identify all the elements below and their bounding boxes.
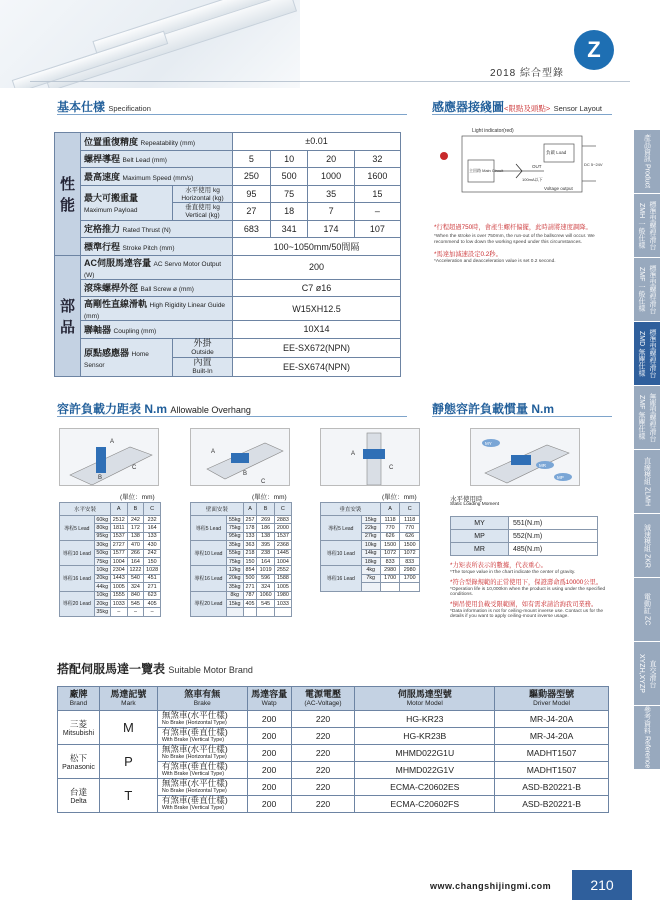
load-table-header: C bbox=[144, 503, 161, 516]
load-cell: 2883 bbox=[274, 516, 291, 524]
load-cell: 172 bbox=[127, 524, 144, 532]
motor-model-cell: MHMD022G1U bbox=[355, 745, 495, 762]
guide-label: 高剛性直線滑軌 High Rigidity Linear Guide (mm) bbox=[81, 297, 233, 321]
spec-title: 基本仕樣 Specification bbox=[57, 100, 151, 114]
load-cell: 324 bbox=[127, 583, 144, 591]
load-cell: 150 bbox=[144, 557, 161, 565]
coupling-label: 聯軸器 Coupling (mm) bbox=[81, 321, 233, 339]
load-cell: 10kg bbox=[361, 541, 380, 549]
load-cell: 178 bbox=[243, 524, 257, 532]
moment-table: MY 551(N.m) MP 552(N.m) MR 485(N.m) bbox=[450, 516, 598, 556]
load-cell: 55kg bbox=[226, 549, 243, 557]
load-cell bbox=[380, 583, 400, 591]
lead-group: 導程20 Lead bbox=[60, 591, 95, 616]
load-cell: 1004 bbox=[274, 557, 291, 565]
load-cell: 75kg bbox=[94, 557, 110, 565]
load-cell: 1019 bbox=[257, 566, 274, 574]
unit-label-1: (單位：mm) bbox=[120, 494, 155, 501]
sensor-wiring-diagram bbox=[436, 126, 612, 196]
load-cell: 1980 bbox=[274, 591, 291, 599]
home-sensor-label: 原點感應器 Home Sensor bbox=[81, 338, 173, 376]
load-cell: 15kg bbox=[226, 599, 243, 607]
voltage-cell: 220 bbox=[291, 728, 355, 745]
outside-label: 外掛 Outside bbox=[173, 338, 233, 357]
load-cell: 500 bbox=[243, 574, 257, 582]
brand-logo: Z bbox=[574, 30, 614, 70]
light-indicator-label: Light indicator(red) bbox=[472, 128, 514, 134]
load-cell: 1118 bbox=[400, 516, 420, 524]
load-cell: 22kg bbox=[361, 524, 380, 532]
dc-label: DC 5~24V bbox=[584, 162, 603, 167]
repeat-value: ±0.01 bbox=[233, 133, 401, 151]
moment-title-underline bbox=[432, 416, 612, 417]
lead-group: 導程5 Lead bbox=[60, 516, 95, 541]
header-product-image bbox=[0, 0, 300, 88]
side-tab[interactable]: 電動缸 ZC bbox=[634, 578, 660, 642]
side-tab[interactable]: 參考資料 Reference bbox=[634, 706, 660, 770]
load-table-header: C bbox=[274, 503, 291, 516]
load-cell: 626 bbox=[400, 532, 420, 540]
load-table bbox=[190, 502, 292, 617]
load-table bbox=[59, 502, 161, 617]
load-table-header: A bbox=[110, 503, 127, 516]
motor-model-cell: HG-KR23B bbox=[355, 728, 495, 745]
motor-table-header: 廠牌 Brand bbox=[58, 687, 100, 711]
load-cell: 218 bbox=[243, 549, 257, 557]
svg-text:MP: MP bbox=[557, 475, 564, 480]
load-cell: 164 bbox=[127, 557, 144, 565]
motor-table-header: 驅動器型號 Driver Model bbox=[495, 687, 609, 711]
lead-group: 導程16 Lead bbox=[60, 566, 95, 591]
load-cell: 1700 bbox=[380, 574, 400, 582]
payload-label: 最大可搬重量 Maximum Payload bbox=[81, 185, 173, 220]
mark-cell: M bbox=[99, 711, 157, 745]
load-cell: 626 bbox=[380, 532, 400, 540]
motor-model-cell: HG-KR23 bbox=[355, 711, 495, 728]
load-cell: 1588 bbox=[274, 574, 291, 582]
load-cell: 854 bbox=[243, 566, 257, 574]
load-cell: – bbox=[110, 608, 127, 616]
load-cell: 55kg bbox=[226, 516, 243, 524]
page-number: 210 bbox=[572, 870, 632, 900]
load-cell bbox=[257, 608, 274, 616]
load-cell: 540 bbox=[127, 574, 144, 582]
load-cell: 2368 bbox=[274, 541, 291, 549]
load-cell bbox=[400, 583, 420, 591]
load-cell bbox=[226, 608, 243, 616]
load-cell: 1537 bbox=[110, 532, 127, 540]
screw-label: 滾珠螺桿外徑 Ball Screw ø (mm) bbox=[81, 279, 233, 297]
driver-model-cell: ASD-B20221-B bbox=[495, 796, 609, 813]
motor-table-header: 馬達容量 Watp bbox=[247, 687, 291, 711]
load-cell: 840 bbox=[127, 591, 144, 599]
load-cell: 12kg bbox=[226, 566, 243, 574]
load-cell: 10kg bbox=[94, 591, 110, 599]
voltage-cell: 220 bbox=[291, 762, 355, 779]
voltage-cell: 220 bbox=[291, 796, 355, 813]
load-cell: 787 bbox=[243, 591, 257, 599]
load-table-title: 水平安裝 bbox=[60, 503, 111, 516]
motor-table-header: 馬達記號 Mark bbox=[99, 687, 157, 711]
svg-text:MR: MR bbox=[539, 463, 546, 468]
load-cell: 405 bbox=[144, 599, 161, 607]
load-cell: 2000 bbox=[274, 524, 291, 532]
load-cell: 164 bbox=[257, 557, 274, 565]
load-cell: 18kg bbox=[361, 557, 380, 565]
load-cell: 164 bbox=[144, 524, 161, 532]
load-cell: 95kg bbox=[94, 532, 110, 540]
load-cell: 1537 bbox=[274, 532, 291, 540]
load-cell: 1005 bbox=[274, 583, 291, 591]
voltage-output-label: Voltage output bbox=[544, 186, 573, 191]
lead-group: 導程16 Lead bbox=[321, 566, 362, 591]
side-tab[interactable]: 標準型螺桿滑台ZMH 一般仕樣 bbox=[634, 194, 660, 258]
load-cell: 324 bbox=[257, 583, 274, 591]
load-cell: 1004 bbox=[110, 557, 127, 565]
side-tab[interactable]: 產品資訊 Product bbox=[634, 130, 660, 194]
load-cell: 138 bbox=[127, 532, 144, 540]
lead-group: 導程20 Lead bbox=[191, 591, 227, 616]
svg-text:A: A bbox=[351, 451, 356, 457]
lead-group: 導程5 Lead bbox=[191, 516, 227, 541]
load-cell: 1500 bbox=[380, 541, 400, 549]
load-cell: 266 bbox=[127, 549, 144, 557]
load-table-header: A bbox=[380, 503, 400, 516]
lead-label: 螺桿導程 Belt Lead (mm) bbox=[81, 150, 233, 168]
brand-cell: 台達 Delta bbox=[58, 779, 100, 813]
load-cell: 1060 bbox=[257, 591, 274, 599]
load-cell: 2980 bbox=[380, 566, 400, 574]
side-tab[interactable]: 標準型螺桿滑台ZMD 無塵仕樣 bbox=[634, 322, 660, 386]
load-cell: 35kg bbox=[226, 541, 243, 549]
load-cell: 8kg bbox=[226, 591, 243, 599]
watt-cell: 200 bbox=[247, 762, 291, 779]
brake-cell: 有煞車(垂直仕樣) With Brake (Vertical Type) bbox=[157, 728, 247, 745]
horizontal-install-diagram bbox=[59, 428, 159, 486]
load-table-title: 垂直安裝 bbox=[321, 503, 381, 516]
moment-caption-en: Static Loading Moment bbox=[450, 502, 500, 507]
load-cell: 1072 bbox=[400, 549, 420, 557]
sensor-title-underline bbox=[432, 114, 612, 115]
catalog-title: 2018 綜合型錄 bbox=[490, 68, 565, 79]
watt-cell: 200 bbox=[247, 711, 291, 728]
out-label: OUT bbox=[532, 164, 542, 169]
brake-cell: 有煞車(垂直仕樣) With Brake (Vertical Type) bbox=[157, 796, 247, 813]
motor-output-label: AC伺服馬達容量 AC Servo Motor Output (W) bbox=[81, 255, 233, 279]
driver-model-cell: ASD-B20221-B bbox=[495, 779, 609, 796]
load-cell: 1445 bbox=[274, 549, 291, 557]
load-cell: 405 bbox=[243, 599, 257, 607]
voltage-cell: 220 bbox=[291, 779, 355, 796]
unit-label-2: (單位：mm) bbox=[252, 494, 287, 501]
load-cell: 80kg bbox=[94, 524, 110, 532]
load-cell: 35kg bbox=[94, 608, 110, 616]
load-cell: 596 bbox=[257, 574, 274, 582]
svg-text:MY: MY bbox=[485, 441, 492, 446]
load-cell: 430 bbox=[144, 541, 161, 549]
header-rule bbox=[30, 81, 630, 82]
load-cell: 269 bbox=[257, 516, 274, 524]
load-cell: – bbox=[127, 608, 144, 616]
brake-cell: 無煞車(水平仕樣) No Brake (Horizontal Type) bbox=[157, 711, 247, 728]
load-cell: 1700 bbox=[400, 574, 420, 582]
load-cell: 545 bbox=[257, 599, 274, 607]
moment-title: 靜態容許負載慣量 N.m bbox=[432, 402, 555, 416]
side-tab[interactable]: 無塵型螺桿滑台ZMF 無塵仕樣 bbox=[634, 386, 660, 450]
load-cell: 271 bbox=[144, 583, 161, 591]
load-cell: 2512 bbox=[110, 516, 127, 524]
load-cell: 50kg bbox=[94, 549, 110, 557]
svg-text:B: B bbox=[98, 475, 103, 481]
load-cell: 4kg bbox=[361, 566, 380, 574]
motor-table-header: 電源電壓 (AC-Voltage) bbox=[291, 687, 355, 711]
lead-group: 導程5 Lead bbox=[321, 516, 362, 541]
load-cell: 2980 bbox=[400, 566, 420, 574]
svg-text:A: A bbox=[211, 449, 216, 455]
motor-model-cell: ECMA-C20602FS bbox=[355, 796, 495, 813]
moment-notes: *力矩表所表示的數據，代表重心。 *The torque value in the chart indicate the center of gravity. *符合型錄規範的正常使用下，保證壽命爲10000公里。 *Operation life is 10,000km when the product is using under the specified conditions. *倒吊使用負載受限範圍，如有需求請洽詢我司業務。 *Data information is not for ceiling-mount inverse use. Contact us for the details if you want to apply ceiling-mount inverse usage. bbox=[450, 562, 606, 619]
svg-text:C: C bbox=[261, 479, 266, 485]
vertical-install-diagram bbox=[320, 428, 420, 486]
wall-install-diagram bbox=[190, 428, 290, 486]
load-cell: 30kg bbox=[94, 541, 110, 549]
load-cell: 20kg bbox=[94, 574, 110, 582]
load-cell: 271 bbox=[243, 583, 257, 591]
speed-label: 最高速度 Maximum Speed (mm/s) bbox=[81, 168, 233, 186]
static-moment-diagram bbox=[470, 428, 580, 486]
spec-title-underline bbox=[57, 114, 407, 115]
svg-text:A: A bbox=[110, 439, 115, 445]
load-table-header: B bbox=[127, 503, 144, 516]
side-tab[interactable]: 直交滑台 XYZH,XYZP bbox=[634, 642, 660, 706]
brand-cell: 松下 Panasonic bbox=[58, 745, 100, 779]
lead-group: 導程10 Lead bbox=[321, 541, 362, 566]
motor-table-header: 煞車有無 Brake bbox=[157, 687, 247, 711]
load-cell bbox=[274, 608, 291, 616]
load-cell: 1811 bbox=[110, 524, 127, 532]
overhang-title-underline bbox=[57, 416, 407, 417]
load-cell: 2552 bbox=[274, 566, 291, 574]
brake-cell: 無煞車(水平仕樣) No Brake (Horizontal Type) bbox=[157, 779, 247, 796]
ma-label: 100mA以下 bbox=[522, 177, 543, 182]
load-cell: 1577 bbox=[110, 549, 127, 557]
load-cell: 232 bbox=[144, 516, 161, 524]
load-cell: 133 bbox=[243, 532, 257, 540]
spec-table: 性能 位置重復精度 Repeatability (mm) ±0.01 螺桿導程 Belt Lead (mm) 5 10 20 32 最高速度 Maximum Speed (mm/s) 250 500 1000 1600 最大可搬重量 Maximum Payload 水平使用 kg Horizontal (kg) 95 75 35 15 垂直使用 kg Vertical (kg) 27 18 7 – 定格推力 Rated Thrust (N) 683 341 174 107 標準行程 Stroke Pitch (mm) 100~1050mm/50間隔 部品 AC伺服馬達容量 AC Servo Motor Output (W) 200 滾珠螺桿外徑 Ball Screw ø (mm) C7 ø16 高剛性直線滑軌 High Rigidity Linear Guide (mm) W15XH12.5 聯軸器 Coupling (mm) 10X14 原點感應器 Home Sensor 外掛 Outside EE-SX672(NPN) 內置 Built-In EE-SX674(NPN) bbox=[54, 132, 401, 377]
load-cell: 27kg bbox=[361, 532, 380, 540]
load-table-header: A bbox=[243, 503, 257, 516]
load-cell: 150 bbox=[243, 557, 257, 565]
load-cell: 1028 bbox=[144, 566, 161, 574]
svg-text:B: B bbox=[243, 471, 248, 477]
load-table bbox=[320, 502, 420, 592]
watt-cell: 200 bbox=[247, 779, 291, 796]
load-cell: 833 bbox=[400, 557, 420, 565]
watt-cell: 200 bbox=[247, 796, 291, 813]
side-tab[interactable]: 直線模組 ZLMH bbox=[634, 450, 660, 514]
brand-cell: 三菱 Mitsubishi bbox=[58, 711, 100, 745]
motor-model-cell: MHMD022G1V bbox=[355, 762, 495, 779]
overhang-title: 容許負載力距表 N.m Allowable Overhang bbox=[57, 402, 251, 416]
load-cell: 1555 bbox=[110, 591, 127, 599]
moment-caption: 水平使用時 bbox=[450, 496, 483, 503]
driver-model-cell: MR-J4-20A bbox=[495, 711, 609, 728]
builtin-label: 內置 Built-In bbox=[173, 357, 233, 376]
load-cell: 60kg bbox=[94, 516, 110, 524]
motor-table-header: 伺服馬達型號 Motor Model bbox=[355, 687, 495, 711]
sensor-title: 感應器接綫圖<限點及頭點> Sensor Layout bbox=[432, 100, 602, 114]
load-cell: 1072 bbox=[380, 549, 400, 557]
lead-group: 導程10 Lead bbox=[60, 541, 95, 566]
driver-model-cell: MR-J4-20A bbox=[495, 728, 609, 745]
load-cell: 1222 bbox=[127, 566, 144, 574]
load-cell: 75kg bbox=[226, 557, 243, 565]
load-cell bbox=[361, 583, 380, 591]
voltage-cell: 220 bbox=[291, 711, 355, 728]
driver-model-cell: MADHT1507 bbox=[495, 745, 609, 762]
sensor-notes: *行程超過750時，會產生螺杆偏擺，此時請將速度調降。 *When the stroke is over 750mm, the run-out of the ballscrew will occur. We recommend to low down the working speed under this circumstances. *馬達加減速設定0.2秒。 *Acceleration and deacceleration value is set 0.2 second. bbox=[434, 224, 595, 264]
load-cell: 1005 bbox=[110, 583, 127, 591]
load-cell: 257 bbox=[243, 516, 257, 524]
unit-label-3: (單位：mm) bbox=[382, 494, 417, 501]
load-table-header: C bbox=[400, 503, 420, 516]
mark-cell: T bbox=[99, 779, 157, 813]
load-cell: 363 bbox=[243, 541, 257, 549]
load-cell: 35kg bbox=[226, 583, 243, 591]
load-cell: 15kg bbox=[361, 516, 380, 524]
load-cell: 2727 bbox=[110, 541, 127, 549]
load-cell: 95kg bbox=[226, 532, 243, 540]
voltage-cell: 220 bbox=[291, 745, 355, 762]
load-cell: 238 bbox=[257, 549, 274, 557]
load-table-title: 壁面安裝 bbox=[191, 503, 244, 516]
main-circuit-label: 主回路 Main Circuit bbox=[469, 168, 504, 173]
brake-cell: 無煞車(水平仕樣) No Brake (Horizontal Type) bbox=[157, 745, 247, 762]
parts-label: 部品 bbox=[55, 255, 81, 376]
load-cell: 7kg bbox=[361, 574, 380, 582]
vertical-label: 垂直使用 kg Vertical (kg) bbox=[173, 203, 233, 221]
watt-cell: 200 bbox=[247, 728, 291, 745]
repeat-label: 位置重復精度 Repeatability (mm) bbox=[81, 133, 233, 151]
load-cell: 395 bbox=[257, 541, 274, 549]
motor-title: 搭配伺服馬達一覽表 Suitable Motor Brand bbox=[57, 662, 253, 676]
indicator-led-icon bbox=[440, 152, 448, 160]
load-cell: 470 bbox=[127, 541, 144, 549]
motor-model-cell: ECMA-C20602ES bbox=[355, 779, 495, 796]
watt-cell: 200 bbox=[247, 745, 291, 762]
load-cell: 451 bbox=[144, 574, 161, 582]
load-label: 負載 Load bbox=[546, 150, 567, 155]
driver-model-cell: MADHT1507 bbox=[495, 762, 609, 779]
load-cell: 545 bbox=[127, 599, 144, 607]
thrust-label: 定格推力 Rated Thrust (N) bbox=[81, 220, 233, 238]
load-table-header: B bbox=[257, 503, 274, 516]
load-cell: 10kg bbox=[94, 566, 110, 574]
load-cell: 44kg bbox=[94, 583, 110, 591]
load-cell: 770 bbox=[380, 524, 400, 532]
load-cell: 138 bbox=[257, 532, 274, 540]
side-tab[interactable]: 標準型螺桿滑台ZMF 一般仕樣 bbox=[634, 258, 660, 322]
load-cell: 242 bbox=[144, 549, 161, 557]
load-cell: 770 bbox=[400, 524, 420, 532]
load-cell: 186 bbox=[257, 524, 274, 532]
horizontal-label: 水平使用 kg Horizontal (kg) bbox=[173, 185, 233, 203]
load-cell: 833 bbox=[380, 557, 400, 565]
performance-label: 性能 bbox=[55, 133, 81, 256]
lead-group: 導程16 Lead bbox=[191, 566, 227, 591]
load-cell: 1033 bbox=[274, 599, 291, 607]
load-cell: 1118 bbox=[380, 516, 400, 524]
lead-group: 導程10 Lead bbox=[191, 541, 227, 566]
side-tab[interactable]: 減速模組 ZKR bbox=[634, 514, 660, 578]
load-cell: – bbox=[144, 608, 161, 616]
load-cell: 14kg bbox=[361, 549, 380, 557]
website-url[interactable]: www.changshijingmi.com bbox=[430, 881, 552, 891]
motor-table bbox=[57, 686, 609, 813]
svg-text:C: C bbox=[389, 465, 394, 471]
load-cell: 20kg bbox=[226, 574, 243, 582]
load-cell: 242 bbox=[127, 516, 144, 524]
load-cell: 1033 bbox=[110, 599, 127, 607]
load-cell bbox=[243, 608, 257, 616]
brake-cell: 有煞車(垂直仕樣) With Brake (Vertical Type) bbox=[157, 762, 247, 779]
load-cell: 20kg bbox=[94, 599, 110, 607]
mark-cell: P bbox=[99, 745, 157, 779]
load-cell: 75kg bbox=[226, 524, 243, 532]
load-cell: 2304 bbox=[110, 566, 127, 574]
stroke-label: 標準行程 Stroke Pitch (mm) bbox=[81, 238, 233, 256]
load-cell: 133 bbox=[144, 532, 161, 540]
svg-text:C: C bbox=[132, 465, 137, 471]
load-cell: 1500 bbox=[400, 541, 420, 549]
load-cell: 623 bbox=[144, 591, 161, 599]
load-cell: 1443 bbox=[110, 574, 127, 582]
